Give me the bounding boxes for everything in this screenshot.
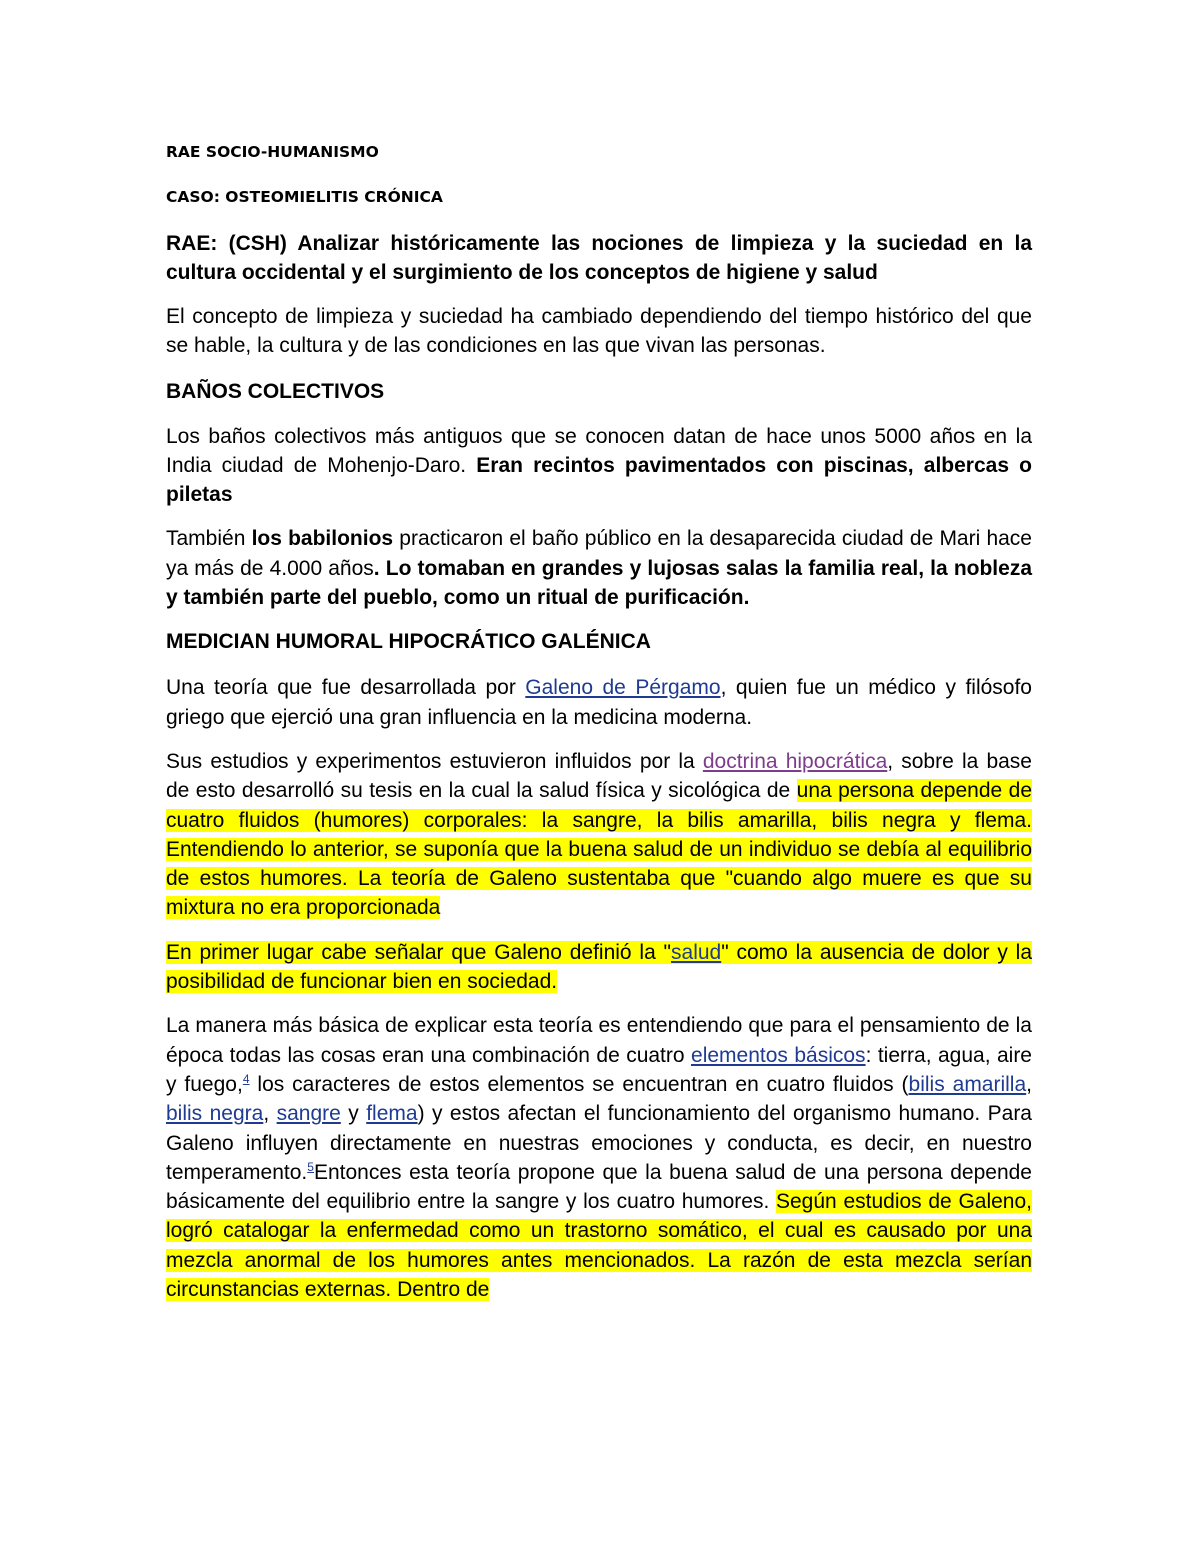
link-salud[interactable]: salud	[671, 940, 722, 964]
paragraph-galeno-4	[166, 1011, 1032, 1304]
text-run: También	[166, 527, 252, 551]
text-run: Una teoría que fue desarrollada por	[166, 676, 526, 700]
link-flema[interactable]: flema	[366, 1102, 418, 1126]
footnote-ref-5[interactable]: 5	[307, 1159, 314, 1174]
section-heading-medicina: MEDICIAN HUMORAL HIPOCRÁTICO GALÉNICA	[166, 630, 651, 654]
text-run: los caracteres de estos elementos se encuentran en cuatro fluidos (	[249, 1072, 909, 1096]
link-doctrina-hipocratica[interactable]: doctrina hipocrática	[702, 749, 888, 773]
text-run: , quien fue un médico y filósofo griego que ejerció una gran influencia en la medicina moderna.	[166, 676, 1032, 729]
footnote-ref-4[interactable]: 4	[242, 1071, 250, 1086]
paragraph-galeno-3	[166, 938, 1032, 997]
text-run: ,	[1026, 1072, 1032, 1096]
header-line-1: RAE SOCIO-HUMANISMO	[166, 143, 379, 161]
text-run: : tierra, agua, aire y fuego,	[166, 1043, 1032, 1096]
text-run: Los baños colectivos más antiguos que se conocen datan de hace unos 5000 años en la India ciudad de Mohenjo-Daro.	[166, 424, 1032, 477]
paragraph-banos-1	[166, 422, 1032, 510]
bold-run: los babilonios	[251, 527, 394, 551]
text-run: y	[340, 1102, 367, 1126]
text-run: En primer lugar cabe señalar que Galeno definió la "	[166, 940, 672, 964]
text-run: ,	[263, 1102, 277, 1126]
link-bilis-negra[interactable]: bilis negra	[166, 1102, 264, 1126]
header-line-2: CASO: OSTEOMIELITIS CRÓNICA	[166, 188, 443, 206]
paragraph-galeno-2	[166, 747, 1032, 923]
text-run: practicaron el baño público en la desaparecida ciudad de Mari hace ya más de 4.000 años	[166, 527, 1032, 580]
text-run: " como la ausencia de dolor y la posibilidad de funcionar bien en sociedad.	[166, 940, 1033, 994]
paragraph-banos-2	[166, 524, 1032, 612]
link-elementos-basicos[interactable]: elementos básicos	[691, 1043, 866, 1067]
highlighted-text: una persona depende de cuatro fluidos (humores) corporales: la sangre, la bilis amarilla, bilis negra y flema. Entendiendo lo anterior, se suponía que la buena salud de un individuo se debía al equilibrio de estos humores. La teoría de Galeno sustentaba que "cuando algo muere es que su mixtura no era proporcionada	[166, 779, 1032, 920]
highlighted-text: Según estudios de Galeno, logró catalogar la enfermedad como un trastorno somático, el cual es causado por una mezcla anormal de los humores antes mencionados. La razón de esta mezcla serían circunstancias externas. Dentro de	[166, 1190, 1033, 1302]
link-sangre[interactable]: sangre	[276, 1102, 341, 1126]
link-galeno-de-pergamo[interactable]: Galeno de Pérgamo	[525, 676, 721, 700]
intro-paragraph: El concepto de limpieza y suciedad ha cambiado dependiendo del tiempo histórico del que se hable, la cultura y de las condiciones en las que vivan las personas.	[166, 305, 1032, 358]
text-run: Entonces esta teoría propone que la buena salud de una persona depende básicamente del equilibrio entre la sangre y los cuatro humores.	[166, 1160, 1032, 1214]
text-run: La manera más básica de explicar esta teoría es entendiendo que para el pensamiento de la época todas las cosas eran una combinación de cuatro	[166, 1014, 1032, 1067]
link-bilis-amarilla[interactable]: bilis amarilla	[908, 1072, 1027, 1096]
section-heading-banos: BAÑOS COLECTIVOS	[166, 379, 385, 403]
highlighted-text	[166, 941, 1032, 993]
bold-run: Eran recintos pavimentados con piscinas, albercas o piletas	[166, 453, 1032, 507]
text-run: Sus estudios y experimentos estuvieron influidos por la	[166, 749, 703, 773]
document-body	[166, 140, 1032, 1304]
rae-title: RAE: (CSH) Analizar históricamente las nociones de limpieza y la suciedad en la cultura occidental y el surgimiento de los conceptos de higiene y salud	[166, 232, 1032, 284]
bold-run: . Lo tomaban en grandes y lujosas salas la familia real, la nobleza y también parte del pueblo, como un ritual de purificación.	[166, 556, 1032, 610]
text-run: ) y estos afectan el funcionamiento del organismo humano. Para Galeno influyen directamente en nuestras emociones y conducta, es decir, en nuestro temperamento.	[166, 1102, 1032, 1184]
paragraph-galeno-1	[166, 673, 1032, 732]
text-run: , sobre la base de esto desarrolló su tesis en la cual la salud física y sicológica de	[166, 749, 1032, 803]
